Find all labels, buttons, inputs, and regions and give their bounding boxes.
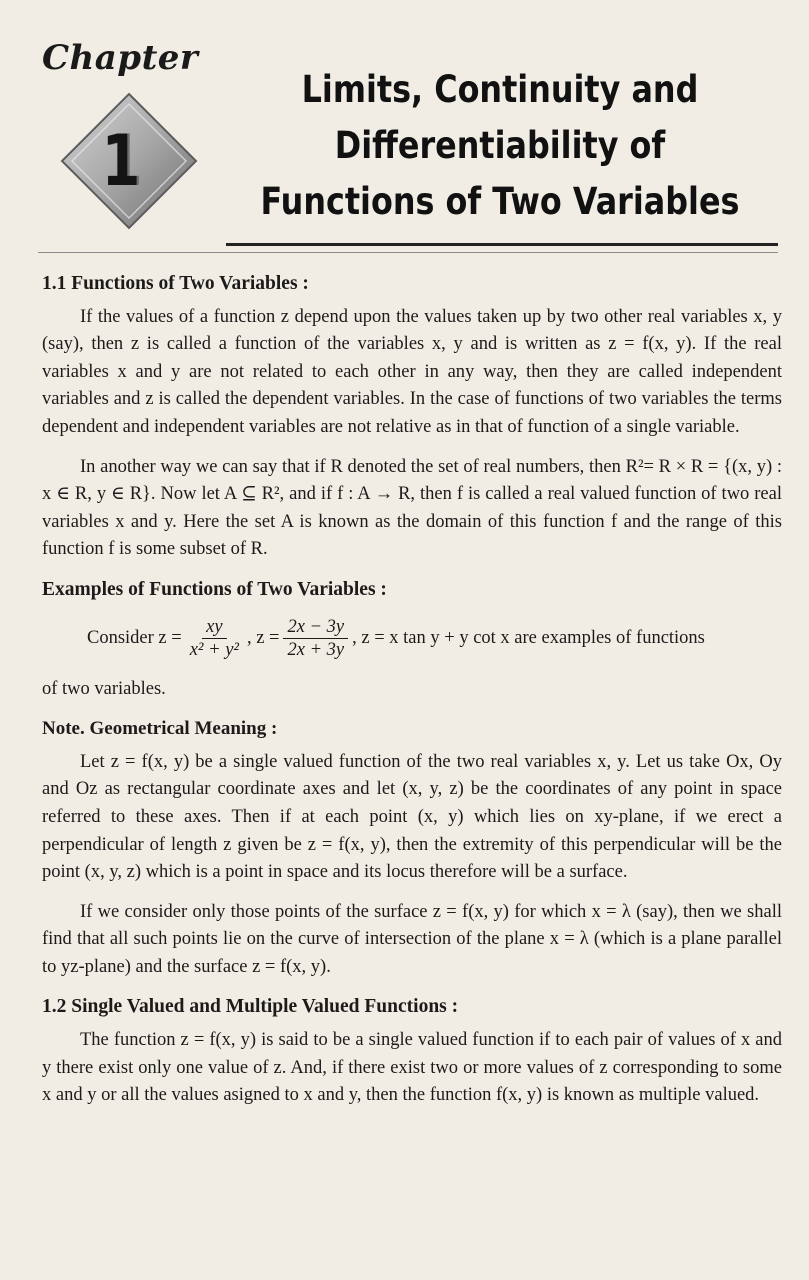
fraction-1: [186, 616, 243, 661]
examples-block: [42, 576, 782, 703]
chapter-label: Chapter: [42, 38, 199, 78]
paragraph: If we consider only those points of the surface z = f(x, y) for which x = λ (say), then we shall find that all such points lie on the curve of intersection of the plane x = λ (which is a plane parallel to yz-plane) and the surface z = f(x, y).: [42, 901, 782, 977]
paragraph: In another way we can say that if R denoted the set of real numbers, then R²= R × R = {(x, y) : x ∈ R, y ∈ R}. Now let A ⊆ R², and if f : A → R, then f is called a real valued function of two real variables x and y. Here the set A is known as the domain of this function f and the range of this function f is some subset of R.: [42, 456, 782, 560]
fraction-1-denominator: x² + y²: [189, 640, 239, 661]
chapter-title: [210, 62, 790, 230]
chapter-title-line: Limits, Continuity and: [301, 68, 699, 111]
fraction-2-numerator: 2x − 3y: [283, 616, 348, 639]
fraction-2-denominator: 2x + 3y: [287, 640, 345, 661]
separator: , z =: [246, 627, 280, 648]
fraction-1-numerator: xy: [202, 616, 226, 639]
examples-heading: Examples of Functions of Two Variables :: [42, 578, 387, 600]
chapter-title-line: Differentiability of: [334, 124, 666, 167]
paragraph: Let z = f(x, y) be a single valued function of the two real variables x, y. Let us take Ox, Oy and Oz as rectangular coordinate axes and let (x, y, z) be the coordinates of any point in space referred to these axes. Then if at each point (x, y) which lies on xy-plane, if we erect a perpendicular of length z given be z = f(x, y), then the extremity of this perpendicular will be the point (x, y, z) which is a point in space and its locus therefore will be a surface.: [42, 751, 782, 883]
paragraph: The function z = f(x, y) is said to be a single valued function if to each pair of values of x and y there exist only one value of z. And, if there exist two or more values of z corresponding to some x and y or all the values asigned to x and y, then the function f(x, y) is known as multiple valued.: [42, 1030, 782, 1106]
note-heading: Note. Geometrical Meaning :: [42, 718, 278, 740]
consider-prefix: Consider z =: [87, 627, 182, 648]
chapter-title-line: Functions of Two Variables: [260, 180, 740, 223]
title-divider-thin: [38, 252, 778, 253]
section-heading: 1.1 Functions of Two Variables :: [42, 273, 309, 294]
paragraph: If the values of a function z depend upon the values taken up by two other real variables x, y (say), then z is called a function of the variables x, y and is written as z = f(x, y). If the real variables x and y are not related to each other in any way, then they are called independent variables and z is called the dependent variables. In the case of functions of two variables the terms dependent and independent variables are not relative as in that of function of a single variable.: [42, 306, 782, 437]
fraction-2: [283, 616, 348, 661]
chapter-number: 1: [101, 120, 141, 202]
chapter-badge: [60, 92, 198, 230]
examples-tail: of two variables.: [42, 678, 166, 699]
page-content: [42, 270, 782, 1122]
examples-suffix: , z = x tan y + y cot x are examples of functions: [352, 627, 705, 648]
section-heading: 1.2 Single Valued and Multiple Valued Functions :: [42, 996, 459, 1018]
title-divider: [226, 243, 778, 246]
examples-formula-line: [87, 610, 782, 668]
